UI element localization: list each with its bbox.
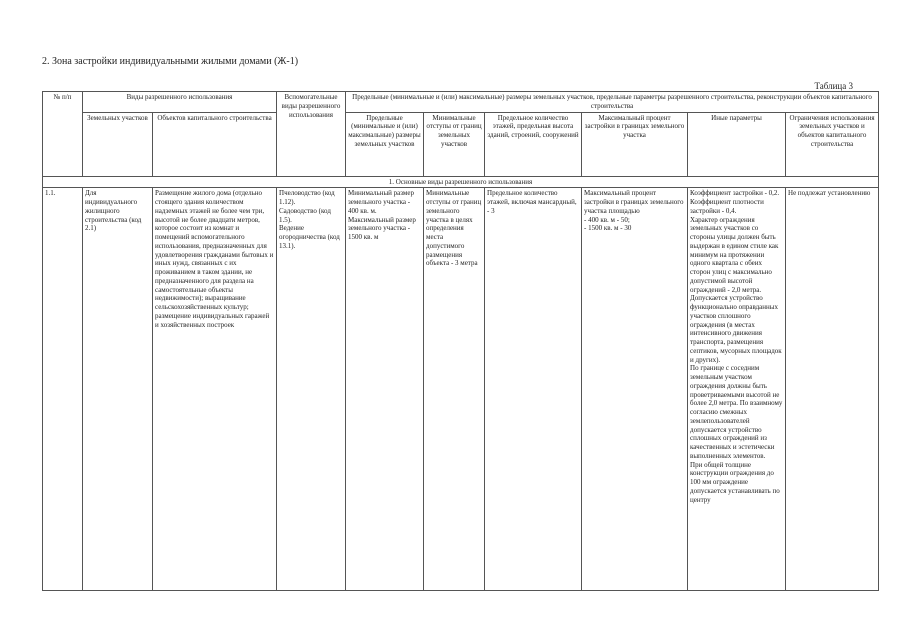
other-line: Допускается устройство функционально оправданных участков сплошного ограждения (в местах интенсивного движения транспорта, размещения септиков, мусорных площадок и других). (690, 294, 782, 364)
section-title: 1. Основные виды разрешенного использования (43, 176, 879, 188)
header-aux: Вспомогательные виды разрешенного использования (277, 92, 346, 177)
header-limits-group: Предельные (минимальные и (или) максимальные) размеры земельных участков, предельные параметры разрешенного строительства, реконструкции объектов капитального строительства (346, 92, 879, 113)
table-row (43, 188, 879, 591)
other-line: Характер ограждения земельных участков со стороны улицы должен быть выдержан в едином стиле как минимум на протяжении одного квартала с обеих сторон улиц с максимально допустимой высотой ограждений - 2,0 метра. (690, 215, 779, 294)
row-objects: Размещение жилого дома (отдельно стоящего здания количеством надземных этажей не более чем три, высотой не более двадцати метров, которое состоит из комнат и помещений вспомогательного использования, предназначенных для удовлетворения гражданами бытовых и иных нужд, связанных с их проживанием в таком здании, не предназначенного для раздела на самостоятельные объекты недвижимости); выращивание сельскохозяйственных культур; размещение индивидуальных гаражей и хозяйственных построек (153, 188, 277, 591)
max-percent-line: - 1500 кв. м - 30 (584, 224, 632, 233)
header-max-percent: Максимальный процент застройки в границах земельного участка (582, 112, 688, 176)
header-restrictions: Ограничения использования земельных участков и объектов капитального строительства (786, 112, 879, 176)
row-max-percent (582, 188, 688, 591)
row-restrictions: Не подлежат установлению (786, 188, 879, 591)
other-line: Коэффициент застройки - 0,2. (690, 189, 780, 198)
header-num: № п/п (43, 92, 83, 177)
header-vri-group: Виды разрешенного использования (83, 92, 277, 113)
header-row-2 (43, 112, 879, 176)
row-land: Для индивидуального жилищного строительства (код 2.1) (83, 188, 153, 591)
page-heading: 2. Зона застройки индивидуальными жилыми домами (Ж-1) (42, 56, 299, 67)
aux-line: Садоводство (код 1.5). (279, 206, 331, 224)
zoning-table (42, 91, 879, 591)
max-percent-line: - 400 кв. м - 50; (584, 215, 630, 224)
aux-line: Пчеловодство (код 1.12). (279, 189, 335, 206)
header-land: Земельных участков (83, 112, 153, 176)
other-line: Коэффициент плотности застройки - 0,4. (690, 198, 764, 215)
section-row (43, 176, 879, 188)
table-label: Таблица 3 (814, 81, 853, 91)
row-min-setbacks: Минимальные отступы от границ земельного участка в целях определения места допустимого размещения объекта - 3 метра (424, 188, 485, 591)
header-row-1 (43, 92, 879, 113)
header-floors: Предельное количество этажей, предельная высота зданий, строений, сооружений (485, 112, 582, 176)
header-min-setbacks: Минимальные отступы от границ земельных участков (424, 112, 485, 176)
row-limit-sizes: Минимальный размер земельного участка - 400 кв. м. Максимальный размер земельного участка - 1500 кв. м (346, 188, 424, 591)
other-line: По границе с соседним земельным участком ограждения должны быть проветриваемыми высотой не более 2,0 метра. По взаимному согласию смежных землепользователей допускается устройство сплошных ограждений из качественных и эстетически выполненных элементов. (690, 364, 783, 460)
row-other (688, 188, 786, 591)
header-other: Иные параметры (688, 112, 786, 176)
other-line: При общей толщине конструкции ограждения до 100 мм ограждение допускается устанавливать по центру (690, 460, 780, 504)
max-percent-line: Максимальный процент застройки в границах земельного участка площадью (584, 189, 684, 215)
aux-line: Ведение огородничества (код 13.1). (279, 224, 340, 250)
row-aux (277, 188, 346, 591)
row-num: 1.1. (43, 188, 83, 591)
row-floors: Предельное количество этажей, включая мансардный, - 3 (485, 188, 582, 591)
header-limit-sizes: Предельные (минимальные и (или) максимальные) размеры земельных участков (346, 112, 424, 176)
header-objects: Объектов капитального строительства (153, 112, 277, 176)
